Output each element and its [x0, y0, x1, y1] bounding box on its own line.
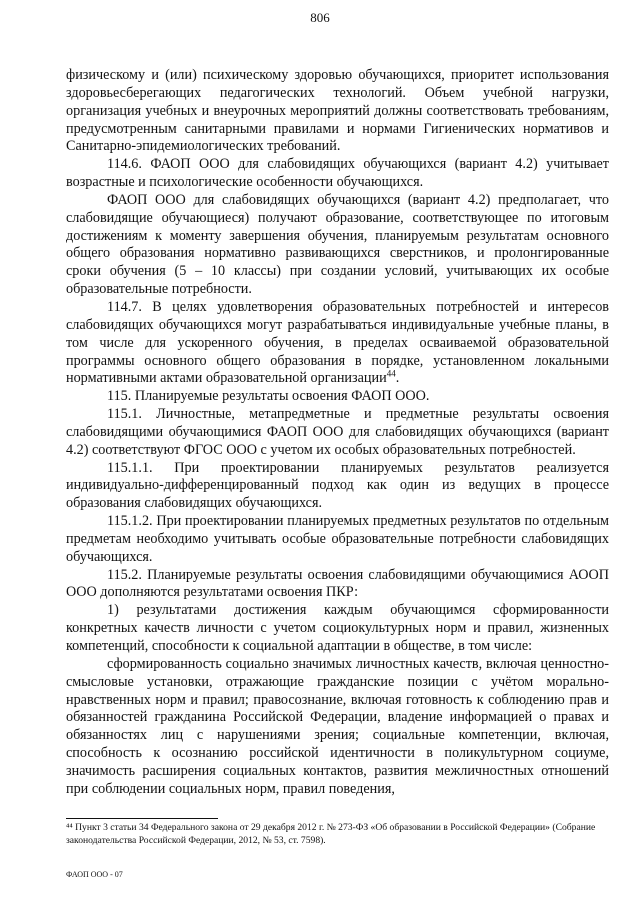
paragraph-115-1-2: 115.1.2. При проектировании планируемых предметных результатов по отдельным предметам необходимо учитывать особые образовательные потребности слабовидящих обучающихся.	[66, 513, 609, 565]
paragraph-114-6: 114.6. ФАОП ООО для слабовидящих обучающихся (вариант 4.2) учитывает возрастные и психологические особенности обучающихся.	[66, 156, 609, 191]
paragraph-115-1-1: 115.1.1. При проектировании планируемых результатов реализуется индивидуально-дифференцированный подход как один из ведущих в процессе образования слабовидящих обучающихся.	[66, 459, 609, 512]
paragraph-115-1: 115.1. Личностные, метапредметные и предметные результаты освоения слабовидящими обучающимися ФАОП ООО для слабовидящих обучающихся (вариант 4.2) соответствуют ФГОС ООО с учетом их особых образовательных потребностей.	[66, 406, 609, 458]
paragraph-114-7-end: .	[395, 370, 400, 387]
paragraph-115: 115. Планируемые результаты освоения ФАОП ООО.	[107, 388, 430, 405]
footnote-reference[interactable]: 44	[386, 368, 396, 379]
body-text	[66, 67, 609, 799]
paragraph-114-7	[66, 299, 609, 388]
paragraph-personal-qualities: сформированность социально значимых личностных качеств, включая ценностно-смысловые установки, отражающие гражданские позиции с учётом морально-нравственных норм и правил; правосознание, включая готовность к соблюдению прав и обязанностей гражданина Российской Федерации, владение информацией о правах и обязанностях лиц с нарушениями зрения; социальные компетенции, включая, способность к осознанию российской идентичности в поликультурном социуме, значимость расширения социальных контактов, развития межличностных отношений при соблюдении социальных норм, правил поведения,	[66, 655, 609, 797]
paragraph-faop-variant: ФАОП ООО для слабовидящих обучающихся (вариант 4.2) предполагает, что слабовидящие обучающиеся) получают образование, соответствующее по итоговым достижениям к моменту завершения обучения, планируемым результатам основного общего образования нормативно развивающихся сверстников, и пролонгированные сроки обучения (5 – 10 классы) при создании условий, учитывающих их особые образовательные потребности.	[66, 191, 609, 298]
footer-code: ФАОП ООО - 07	[66, 870, 123, 879]
paragraph-115-2: 115.2. Планируемые результаты освоения слабовидящими обучающимися АООП ООО дополняются результатами освоения ПКР:	[66, 566, 609, 601]
list-item-1: 1) результатами достижения каждым обучающимся сформированности конкретных качеств личности с учетом социокультурных норм и правил, жизненных компетенций, способности к социальной адаптации в обществе, в том числе:	[66, 602, 609, 654]
paragraph-continuation: физическому и (или) психическому здоровью обучающихся, приоритет использования здоровьесберегающих педагогических технологий. Объем учебной нагрузки, организация учебных и внеурочных мероприятий должны соответствовать требованиям, предусмотренным санитарными правилами и нормами Гигиенических нормативов и Санитарно-эпидемиологических требований.	[66, 67, 609, 155]
footnote-separator	[66, 818, 218, 819]
paragraph-114-7-text: 114.7. В целях удовлетворения образовательных потребностей и интересов слабовидящих обучающихся могут разрабатываться индивидуальные учебные планы, в том числе для ускоренного обучения, в пределах осваиваемой образовательной программы основного общего образования в порядке, установленном локальными нормативными актами образовательной организации	[66, 298, 609, 387]
footnote-44: ⁴⁴ Пункт 3 статьи 34 Федерального закона от 29 декабря 2012 г. № 273-ФЗ «Об образовании в Российской Федерации» (Собрание законодательства Российской Федерации, 2012, № 53, ст. 7598).	[66, 822, 596, 846]
page-number: 806	[310, 10, 330, 25]
